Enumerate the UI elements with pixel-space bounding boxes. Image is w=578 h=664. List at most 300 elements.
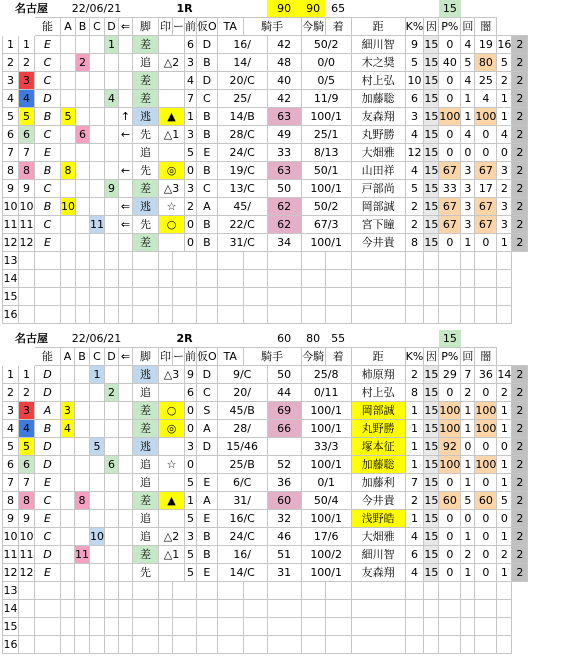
kari-odds: 19/C bbox=[217, 162, 267, 180]
kai-value: 1 bbox=[497, 420, 512, 438]
arrow bbox=[119, 402, 133, 420]
prev-grade: B bbox=[197, 108, 218, 126]
distance: 15 bbox=[424, 126, 439, 144]
empty-cell bbox=[197, 618, 218, 636]
empty-cell bbox=[475, 306, 497, 324]
empty-cell bbox=[301, 252, 325, 270]
finish: 7 bbox=[405, 474, 424, 492]
jockey-name: 加藤聡 bbox=[351, 90, 405, 108]
yami-value: 2 bbox=[512, 420, 528, 438]
p-percent: 60 bbox=[475, 492, 497, 510]
col-d bbox=[105, 564, 119, 582]
jockey-name: 宮下瞳 bbox=[351, 216, 405, 234]
empty-cell bbox=[119, 252, 133, 270]
empty-cell bbox=[405, 252, 424, 270]
prediction-mark: △3 bbox=[159, 180, 185, 198]
jockey-record: 100/1 bbox=[301, 234, 351, 252]
col-b bbox=[75, 402, 90, 420]
jockey-record: 25/8 bbox=[301, 366, 351, 384]
kai-value: 5 bbox=[497, 54, 512, 72]
running-style: 逃 bbox=[133, 108, 159, 126]
empty-cell bbox=[405, 600, 424, 618]
header-jockey-name: 今騎 bbox=[301, 348, 325, 366]
kari-odds: 24/C bbox=[217, 528, 267, 546]
col-a bbox=[61, 564, 75, 582]
empty-cell bbox=[119, 582, 133, 600]
empty-cell bbox=[119, 306, 133, 324]
kari-odds: 20/ bbox=[217, 384, 267, 402]
running-style: 先 bbox=[133, 216, 159, 234]
jockey-name: 大畑雅 bbox=[351, 528, 405, 546]
finish: 5 bbox=[405, 180, 424, 198]
row-num: 10 bbox=[3, 198, 19, 216]
table-row bbox=[3, 492, 528, 510]
empty-cell bbox=[217, 252, 243, 270]
col-a bbox=[61, 474, 75, 492]
prev-grade: E bbox=[197, 510, 218, 528]
empty-cell bbox=[267, 618, 301, 636]
table-row bbox=[3, 144, 528, 162]
empty-cell bbox=[75, 636, 90, 654]
header-mark: 印 bbox=[159, 18, 173, 36]
kari-odds: 45/B bbox=[217, 402, 267, 420]
running-style: 差 bbox=[133, 90, 159, 108]
finish: 5 bbox=[405, 54, 424, 72]
arrow bbox=[119, 366, 133, 384]
empty-cell bbox=[325, 582, 351, 600]
prev-grade: B bbox=[197, 126, 218, 144]
col-c bbox=[90, 420, 105, 438]
col-c bbox=[90, 108, 105, 126]
jockey-name: 塚本征 bbox=[351, 438, 405, 456]
empty-cell bbox=[301, 306, 325, 324]
p-percent: 0 bbox=[475, 510, 497, 528]
prediction-mark bbox=[159, 90, 185, 108]
arrow bbox=[119, 234, 133, 252]
ta-value: 44 bbox=[267, 384, 301, 402]
empty-cell bbox=[405, 618, 424, 636]
empty-cell bbox=[424, 306, 439, 324]
empty-cell bbox=[325, 270, 351, 288]
p-percent: 67 bbox=[475, 198, 497, 216]
empty-cell bbox=[301, 600, 325, 618]
p-percent: 0 bbox=[475, 546, 497, 564]
empty-cell bbox=[197, 270, 218, 288]
top-value-3: 55 bbox=[331, 332, 346, 345]
ability-grade: C bbox=[35, 528, 61, 546]
empty-cell bbox=[439, 636, 461, 654]
col-a: 10 bbox=[61, 198, 76, 216]
prev-grade: B bbox=[197, 54, 218, 72]
empty-cell bbox=[61, 306, 76, 324]
rank: 6 bbox=[185, 384, 197, 402]
empty-cell bbox=[61, 270, 76, 288]
header-prev: 前 bbox=[185, 18, 197, 36]
ta-value: 52 bbox=[267, 456, 301, 474]
empty-cell bbox=[351, 306, 405, 324]
empty-cell bbox=[197, 636, 218, 654]
prediction-mark: △1 bbox=[159, 126, 185, 144]
col-b bbox=[76, 72, 90, 90]
row-num: 9 bbox=[3, 510, 19, 528]
row-num: 2 bbox=[3, 384, 19, 402]
table-row bbox=[3, 510, 528, 528]
empty-cell bbox=[75, 600, 90, 618]
empty-cell bbox=[267, 252, 301, 270]
prediction-mark: △2 bbox=[159, 528, 185, 546]
empty-cell bbox=[461, 288, 475, 306]
rank: 0 bbox=[185, 420, 197, 438]
col-b bbox=[75, 384, 90, 402]
col-b bbox=[75, 438, 90, 456]
jockey-name: 丸野勝 bbox=[351, 126, 405, 144]
arrow bbox=[119, 72, 133, 90]
col-d bbox=[105, 438, 119, 456]
kari-odds: 28/ bbox=[217, 420, 267, 438]
prediction-mark bbox=[159, 144, 185, 162]
header-kari: 仮O bbox=[197, 348, 218, 366]
empty-cell bbox=[76, 270, 90, 288]
finish: 1 bbox=[405, 456, 424, 474]
empty-cell bbox=[267, 600, 301, 618]
gate-num: 3 bbox=[19, 402, 35, 420]
empty-cell bbox=[35, 270, 61, 288]
finish: 4 bbox=[405, 126, 424, 144]
empty-cell bbox=[475, 270, 497, 288]
yami-value: 2 bbox=[512, 564, 528, 582]
ability-grade: A bbox=[35, 402, 61, 420]
empty-cell bbox=[90, 600, 105, 618]
col-d bbox=[105, 216, 119, 234]
header-arrow: ⇐ bbox=[119, 18, 133, 36]
col-d: 2 bbox=[105, 384, 119, 402]
col-a bbox=[61, 510, 75, 528]
kari-odds: 9/C bbox=[217, 366, 267, 384]
p-percent: 0 bbox=[475, 384, 497, 402]
table-row bbox=[3, 288, 528, 306]
yami-value: 2 bbox=[512, 198, 528, 216]
jockey-name: 大畑雅 bbox=[351, 144, 405, 162]
in-value: 1 bbox=[461, 420, 475, 438]
ability-grade: C bbox=[35, 72, 61, 90]
k-percent: 0 bbox=[439, 234, 461, 252]
arrow: ↑ bbox=[119, 108, 133, 126]
kai-value: 1 bbox=[497, 474, 512, 492]
cell bbox=[133, 330, 173, 348]
empty-cell bbox=[105, 270, 119, 288]
col-d bbox=[105, 402, 119, 420]
running-style: 差 bbox=[133, 72, 159, 90]
empty-cell bbox=[19, 288, 35, 306]
distance: 15 bbox=[424, 180, 439, 198]
kai-value: 1 bbox=[497, 564, 512, 582]
col-d: 6 bbox=[105, 456, 119, 474]
yami-value: 2 bbox=[512, 36, 528, 54]
jockey-record: 50/2 bbox=[301, 198, 351, 216]
table-row bbox=[3, 474, 528, 492]
col-b bbox=[75, 528, 90, 546]
header-col-a: A bbox=[61, 18, 76, 36]
row-num: 4 bbox=[3, 420, 19, 438]
p-percent: 0 bbox=[475, 144, 497, 162]
row-num: 16 bbox=[3, 306, 19, 324]
table-row bbox=[3, 438, 528, 456]
yami-value: 2 bbox=[512, 438, 528, 456]
empty-cell bbox=[217, 618, 243, 636]
empty-cell bbox=[19, 636, 35, 654]
rank: 0 bbox=[185, 162, 197, 180]
kari-odds: 31/C bbox=[217, 234, 267, 252]
col-a bbox=[61, 72, 76, 90]
col-b bbox=[76, 162, 90, 180]
jockey-record: 11/9 bbox=[301, 90, 351, 108]
p-percent: 0 bbox=[475, 564, 497, 582]
jockey-record: 100/2 bbox=[301, 546, 351, 564]
empty-cell bbox=[105, 636, 119, 654]
rank: 5 bbox=[185, 510, 197, 528]
k-percent: 0 bbox=[439, 144, 461, 162]
empty-cell bbox=[351, 582, 405, 600]
col-b bbox=[76, 36, 90, 54]
jockey-name: 山田祥 bbox=[351, 162, 405, 180]
kari-odds: 16/C bbox=[217, 510, 267, 528]
jockey-record: 100/1 bbox=[301, 456, 351, 474]
col-d bbox=[105, 72, 119, 90]
empty-cell bbox=[405, 636, 424, 654]
jockey-name: 友森翔 bbox=[351, 108, 405, 126]
race-table bbox=[2, 0, 528, 324]
p-percent: 0 bbox=[475, 438, 497, 456]
header-kp: K% bbox=[405, 18, 424, 36]
finish: 1 bbox=[405, 438, 424, 456]
empty-cell bbox=[197, 252, 218, 270]
in-value: 1 bbox=[461, 234, 475, 252]
gate-num: 5 bbox=[19, 108, 35, 126]
empty-cell bbox=[19, 600, 35, 618]
prediction-mark: △3 bbox=[159, 366, 185, 384]
col-b: 8 bbox=[75, 492, 90, 510]
arrow bbox=[119, 54, 133, 72]
blank bbox=[3, 348, 19, 366]
kai-value: 4 bbox=[497, 126, 512, 144]
col-c: 1 bbox=[90, 366, 105, 384]
row-num: 15 bbox=[3, 618, 19, 636]
kai-value: 1 bbox=[497, 456, 512, 474]
empty-cell bbox=[243, 288, 267, 306]
blank bbox=[3, 18, 19, 36]
venue-label: 名古屋 bbox=[15, 2, 48, 15]
in-value: 1 bbox=[461, 456, 475, 474]
empty-cell bbox=[497, 582, 512, 600]
prediction-mark: ☆ bbox=[159, 456, 185, 474]
kari-odds: 6/C bbox=[217, 474, 267, 492]
running-style: 逃 bbox=[133, 438, 159, 456]
in-value: 0 bbox=[461, 144, 475, 162]
empty-cell bbox=[119, 270, 133, 288]
empty-cell bbox=[159, 636, 173, 654]
col-a bbox=[61, 126, 76, 144]
p-percent: 67 bbox=[475, 216, 497, 234]
table-row bbox=[3, 366, 528, 384]
empty-cell bbox=[351, 600, 405, 618]
empty-cell bbox=[61, 252, 76, 270]
gate-num: 11 bbox=[19, 216, 35, 234]
empty-cell bbox=[75, 618, 90, 636]
empty-cell bbox=[405, 582, 424, 600]
rank: 3 bbox=[185, 438, 197, 456]
empty-cell bbox=[133, 600, 159, 618]
in-value: 7 bbox=[461, 366, 475, 384]
empty-cell bbox=[351, 252, 405, 270]
p-percent: 0 bbox=[475, 474, 497, 492]
table-row bbox=[3, 270, 528, 288]
empty-cell bbox=[173, 270, 197, 288]
running-style: 差 bbox=[133, 402, 159, 420]
header-kai: 回 bbox=[461, 348, 475, 366]
col-c bbox=[90, 402, 105, 420]
k-percent: 29 bbox=[439, 366, 461, 384]
ability-grade: B bbox=[35, 108, 61, 126]
k-percent: 100 bbox=[439, 456, 461, 474]
empty-cell bbox=[351, 288, 405, 306]
ta-value: 48 bbox=[267, 54, 301, 72]
gate-num: 11 bbox=[19, 546, 35, 564]
running-style: 差 bbox=[133, 36, 159, 54]
ability-grade: C bbox=[35, 216, 61, 234]
ta-value: 63 bbox=[267, 162, 301, 180]
ta-value: 42 bbox=[267, 90, 301, 108]
prediction-mark: △2 bbox=[159, 54, 185, 72]
col-b bbox=[75, 420, 90, 438]
finish: 3 bbox=[405, 108, 424, 126]
empty-cell bbox=[19, 618, 35, 636]
yami-value: 2 bbox=[512, 528, 528, 546]
distance: 15 bbox=[424, 198, 439, 216]
col-c bbox=[90, 564, 105, 582]
empty-cell bbox=[497, 636, 512, 654]
empty-cell bbox=[301, 288, 325, 306]
jockey-name: 戸部尚 bbox=[351, 180, 405, 198]
empty-cell bbox=[475, 252, 497, 270]
distance: 15 bbox=[424, 72, 439, 90]
ability-grade: E bbox=[35, 510, 61, 528]
p-percent: 0 bbox=[475, 126, 497, 144]
jockey-name: 村上弘 bbox=[351, 72, 405, 90]
k-percent: 60 bbox=[439, 492, 461, 510]
top-value-2: 90 bbox=[301, 0, 325, 18]
empty-cell bbox=[301, 270, 325, 288]
kai-value: 1 bbox=[497, 528, 512, 546]
kari-odds: 16/ bbox=[217, 546, 267, 564]
ta-value: 31 bbox=[267, 564, 301, 582]
table-row bbox=[3, 126, 528, 144]
col-b: 11 bbox=[75, 546, 90, 564]
kari-odds: 16/ bbox=[217, 36, 267, 54]
running-style: 差 bbox=[133, 420, 159, 438]
row-num: 13 bbox=[3, 252, 19, 270]
prediction-mark: ▲ bbox=[159, 108, 185, 126]
prediction-mark: ◎ bbox=[159, 420, 185, 438]
col-a bbox=[61, 546, 75, 564]
empty-cell bbox=[424, 252, 439, 270]
row-num: 4 bbox=[3, 90, 19, 108]
col-a bbox=[61, 438, 75, 456]
empty-cell bbox=[133, 252, 159, 270]
in-value: 0 bbox=[461, 438, 475, 456]
kari-odds: 24/C bbox=[217, 144, 267, 162]
empty-cell bbox=[267, 636, 301, 654]
prediction-mark bbox=[159, 510, 185, 528]
cell bbox=[133, 0, 173, 18]
gate-num: 8 bbox=[19, 492, 35, 510]
jockey-record: 50/1 bbox=[301, 162, 351, 180]
distance: 15 bbox=[424, 456, 439, 474]
table-row bbox=[3, 384, 528, 402]
empty-cell bbox=[325, 636, 351, 654]
finish: 2 bbox=[405, 198, 424, 216]
k-percent: 92 bbox=[439, 438, 461, 456]
arrow bbox=[119, 36, 133, 54]
finish: 8 bbox=[405, 234, 424, 252]
race-block-1 bbox=[0, 0, 578, 326]
ability-grade: E bbox=[35, 564, 61, 582]
yami-value: 2 bbox=[512, 234, 528, 252]
col-d bbox=[105, 54, 119, 72]
header-kp: K% bbox=[405, 348, 424, 366]
distance: 15 bbox=[424, 144, 439, 162]
distance: 15 bbox=[424, 234, 439, 252]
arrow: ← bbox=[119, 162, 133, 180]
gate-num: 1 bbox=[19, 36, 35, 54]
col-d: 4 bbox=[105, 90, 119, 108]
row-num: 6 bbox=[3, 456, 19, 474]
col-b bbox=[75, 474, 90, 492]
jockey-name: 細川智 bbox=[351, 546, 405, 564]
col-d bbox=[105, 528, 119, 546]
empty-cell bbox=[439, 288, 461, 306]
empty-cell bbox=[424, 288, 439, 306]
header-jockey-name: 今騎 bbox=[301, 18, 325, 36]
prediction-mark: ▲ bbox=[159, 492, 185, 510]
table-row bbox=[3, 402, 528, 420]
p-percent: 67 bbox=[475, 162, 497, 180]
p-percent: 100 bbox=[475, 402, 497, 420]
empty-cell bbox=[325, 252, 351, 270]
in-value: 1 bbox=[461, 564, 475, 582]
col-c bbox=[90, 90, 105, 108]
running-style: 追 bbox=[133, 456, 159, 474]
rank: 3 bbox=[185, 180, 197, 198]
empty-cell bbox=[243, 582, 267, 600]
ability-grade: E bbox=[35, 474, 61, 492]
gate-num: 3 bbox=[19, 72, 35, 90]
col-d bbox=[105, 366, 119, 384]
empty-cell bbox=[133, 288, 159, 306]
table-row bbox=[3, 234, 528, 252]
k-percent: 0 bbox=[439, 90, 461, 108]
empty-cell bbox=[90, 252, 105, 270]
col-a bbox=[61, 528, 75, 546]
empty-cell bbox=[475, 618, 497, 636]
empty-cell bbox=[351, 636, 405, 654]
gate-num: 9 bbox=[19, 510, 35, 528]
empty-cell bbox=[301, 618, 325, 636]
empty-cell bbox=[267, 288, 301, 306]
ability-grade: C bbox=[35, 180, 61, 198]
ta-value: 40 bbox=[267, 72, 301, 90]
empty-cell bbox=[61, 618, 75, 636]
col-b bbox=[76, 108, 90, 126]
